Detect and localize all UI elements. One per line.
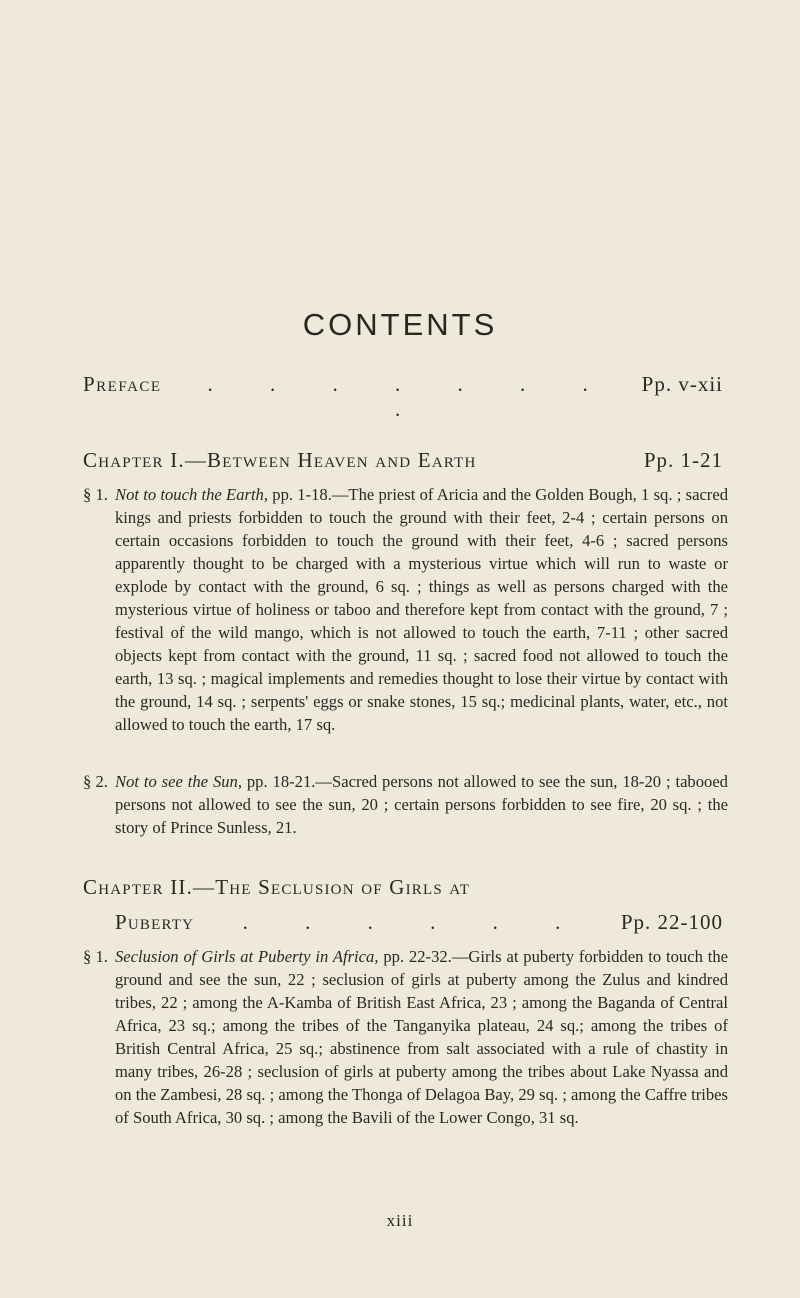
chapter-1-section-2: [83, 770, 728, 839]
preface-pages: Pp. v-xii: [641, 372, 723, 396]
chapter-1-section-1: [83, 483, 728, 736]
page-number: xiii: [386, 1211, 414, 1230]
chapter-2-heading: [83, 870, 723, 940]
preface-leader-dots: . . . . . . . .: [207, 372, 614, 421]
section-body: pp. 1-18.—The priest of Aricia and the Golden Bough, 1 sq. ; sacred kings and priests forbidden to touch the ground with their feet, 2-4 ; certain persons on certain occasions forbidden to touch the ground with their feet, 4-6 ; sacred persons apparently thought to be charged with a mysterious virtue which will run to waste or explode by contact with the ground, 6 sq. ; things as well as persons charged with the mysterious virtue of holiness or taboo and therefore kept from contact with the ground, 7 ; festival of the wild mango, which is not allowed to touch the earth, 7-11 ; other sacred objects kept from contact with the ground, 11 sq. ; sacred food not allowed to touch the earth, 13 sq. ; magical implements and remedies thought to lose their virtue by contact with the ground, 14 sq. ; serpents' eggs or snake stones, 15 sq.; medicinal plants, water, etc., not allowed to touch the earth, 17 sq.: [115, 485, 728, 734]
section-title: Seclusion of Girls at Puberty in Africa,: [115, 947, 379, 966]
chapter-1-heading: [83, 448, 723, 473]
page-title: CONTENTS: [302, 307, 498, 342]
chapter-2-title-line-2: [83, 905, 723, 940]
section-body: pp. 22-32.—Girls at puberty forbidden to touch the ground and see the sun, 22 ; seclusion of girls at puberty among the Zulus and kindred tribes, 22 ; among the A-Kamba of British East Africa, 23 ; among the Baganda of Central Africa, 23 sq.; among the tribes of the Tanganyika plateau, 24 sq.; among the tribes of British Central Africa, 25 sq.; abstinence from salt associated with a rule of chastity in many tribes, 26-28 ; seclusion of girls at puberty among the tribes about Lake Nyassa and on the Zambesi, 28 sq. ; among the Thonga of Delagoa Bay, 29 sq. ; among the Caffre tribes of South Africa, 30 sq. ; among the Bavili of the Lower Congo, 31 sq.: [115, 947, 729, 1127]
chapter-2-title-continued: Puberty: [115, 910, 195, 934]
section-title: Not to touch the Earth,: [115, 485, 269, 504]
chapter-2-title-line-1: Chapter II.—The Seclusion of Girls at: [83, 875, 471, 899]
section-mark: § 1.: [83, 485, 108, 504]
section-body: pp. 18-21.—Sacred persons not allowed to see the sun, 18-20 ; tabooed persons not allowed to see the sun, 20 ; certain persons forbidden to see fire, 20 sq. ; the story of Prince Sunless, 21.: [115, 772, 728, 837]
section-mark: § 2.: [83, 772, 108, 791]
section-title: Not to see the Sun,: [115, 772, 242, 791]
chapter-1-pages: Pp. 1-21: [643, 448, 723, 472]
section-mark: § 1.: [83, 947, 108, 966]
preface-entry: [83, 372, 723, 422]
chapter-2-pages: Pp. 22-100: [620, 910, 723, 934]
preface-label: Preface: [83, 372, 162, 396]
chapter-1-title: Chapter I.—Between Heaven and Earth: [83, 448, 477, 472]
chapter-2-section-1: [83, 945, 728, 1129]
chapter-2-leader-dots: . . . . . .: [242, 910, 587, 934]
